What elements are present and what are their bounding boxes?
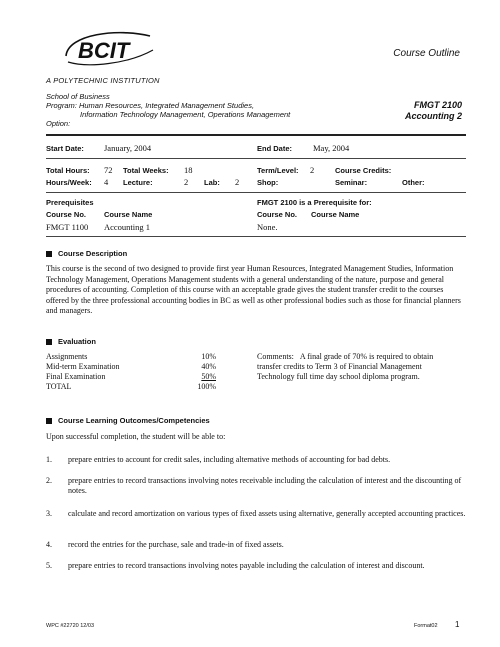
lecture-label: Lecture: xyxy=(123,178,153,187)
footer-document-id: WPC #22720 12/03 xyxy=(46,623,95,629)
bcit-logo xyxy=(58,24,158,74)
prereq-for-heading: FMGT 2100 is a Prerequisite for: xyxy=(257,198,372,207)
logo-text: BCIT xyxy=(78,38,130,63)
outcome-text: calculate and record amortization on various types of fixed assets using alternative, generally accepted accounting practices. xyxy=(68,509,466,518)
outcome-text: prepare entries to record transactions involving notes receivable including the calculation of interest and the discounting of notes. xyxy=(68,476,462,495)
course-code-block xyxy=(405,100,462,122)
details-divider-2 xyxy=(46,192,466,193)
other-label: Other: xyxy=(402,178,425,187)
end-date-label: End Date: xyxy=(257,144,293,153)
evaluation-heading: Evaluation xyxy=(46,337,96,346)
term-level-label: Term/Level: xyxy=(257,166,299,175)
evaluation-row: TOTAL 100% xyxy=(46,382,216,391)
shop-label: Shop: xyxy=(257,178,279,187)
details-divider xyxy=(46,158,466,159)
course-description-heading: Course Description xyxy=(46,249,127,258)
lab-hours: 2 xyxy=(235,177,240,187)
prereq-course-name: Accounting 1 xyxy=(104,222,151,232)
outcome-text: prepare entries to record transactions involving notes payable including the calculation of interest and discount. xyxy=(68,561,425,570)
course-credits-label: Course Credits: xyxy=(335,166,392,175)
term-level: 2 xyxy=(310,165,315,175)
outcome-number: 2. xyxy=(46,476,52,485)
page-number: 1 xyxy=(455,620,460,629)
evaluation-row: Final Examination 50% xyxy=(46,372,216,381)
evaluation-comments: Comments: A final grade of 70% is required to obtain transfer credits to Term 3 of Financial Management Technology full time day school diploma program. xyxy=(257,352,434,381)
outcomes-intro: Upon successful completion, the student will be able to: xyxy=(46,432,226,441)
total-weeks: 18 xyxy=(184,165,193,175)
total-hours: 72 xyxy=(104,165,113,175)
total-hours-label: Total Hours: xyxy=(46,166,90,175)
course-code: FMGT 2100 xyxy=(413,100,462,110)
outcome-number: 3. xyxy=(46,509,52,518)
lab-label: Lab: xyxy=(204,178,220,187)
prereq-col-name: Course Name xyxy=(104,210,153,219)
prereq-course-no: FMGT 1100 xyxy=(46,222,89,232)
course-description-text: This course is the second of two designed to provide first year Human Resources, Integrated Management Studies, Information Technology Management, Operations Management students with a general understanding of the nature, purpose and general procedures of accounting. Completion of this course with an acceptable grade gives the student transfer credit to the courses offered by the three professional accounting bodies in BC as well as other professional bodies such as those for financial planners and managers. xyxy=(46,264,461,315)
end-date: May, 2004 xyxy=(313,143,350,153)
seminar-label: Seminar: xyxy=(335,178,368,187)
lecture-hours: 2 xyxy=(184,177,189,187)
evaluation-row: Assignments 10% xyxy=(46,352,216,361)
prereq-for-course-no: None. xyxy=(257,222,278,232)
evaluation-row: Mid-term Examination 40% xyxy=(46,362,216,371)
evaluation-table xyxy=(46,352,216,392)
option-label: Option: xyxy=(46,119,71,128)
bullet-icon xyxy=(46,418,52,424)
prereq-for-col-no: Course No. xyxy=(257,210,298,219)
school-name: School of Business xyxy=(46,92,110,101)
outcome-text: record the entries for the purchase, sale and trade-in of fixed assets. xyxy=(68,540,284,549)
program-line-1: Program: Human Resources, Integrated Management Studies, xyxy=(46,101,255,110)
hours-week: 4 xyxy=(104,177,109,187)
program-line-2: Information Technology Management, Operations Management xyxy=(80,110,291,119)
outcomes-heading: Course Learning Outcomes/Competencies xyxy=(46,416,210,425)
prereq-divider xyxy=(46,236,466,237)
hours-week-label: Hours/Week: xyxy=(46,178,92,187)
bullet-icon xyxy=(46,251,52,257)
comments-label: Comments: xyxy=(257,352,294,361)
prerequisites-heading: Prerequisites xyxy=(46,198,94,207)
polytechnic-tagline: A POLYTECHNIC INSTITUTION xyxy=(46,76,160,85)
prereq-for-col-name: Course Name xyxy=(311,210,360,219)
doc-type: Course Outline xyxy=(393,48,460,59)
start-date-label: Start Date: xyxy=(46,144,84,153)
program-block xyxy=(46,92,290,128)
outcome-text: prepare entries to account for credit sales, including alternative methods of accounting for bad debts. xyxy=(68,455,391,464)
start-date: January, 2004 xyxy=(104,143,152,153)
footer-format: Format02 xyxy=(414,623,438,629)
outcome-number: 1. xyxy=(46,455,52,464)
outcome-number: 4. xyxy=(46,540,52,549)
outcome-number: 5. xyxy=(46,561,52,570)
total-weeks-label: Total Weeks: xyxy=(123,166,169,175)
bullet-icon xyxy=(46,339,52,345)
header-divider xyxy=(46,134,466,136)
course-title: Accounting 2 xyxy=(404,111,462,121)
prereq-col-no: Course No. xyxy=(46,210,87,219)
